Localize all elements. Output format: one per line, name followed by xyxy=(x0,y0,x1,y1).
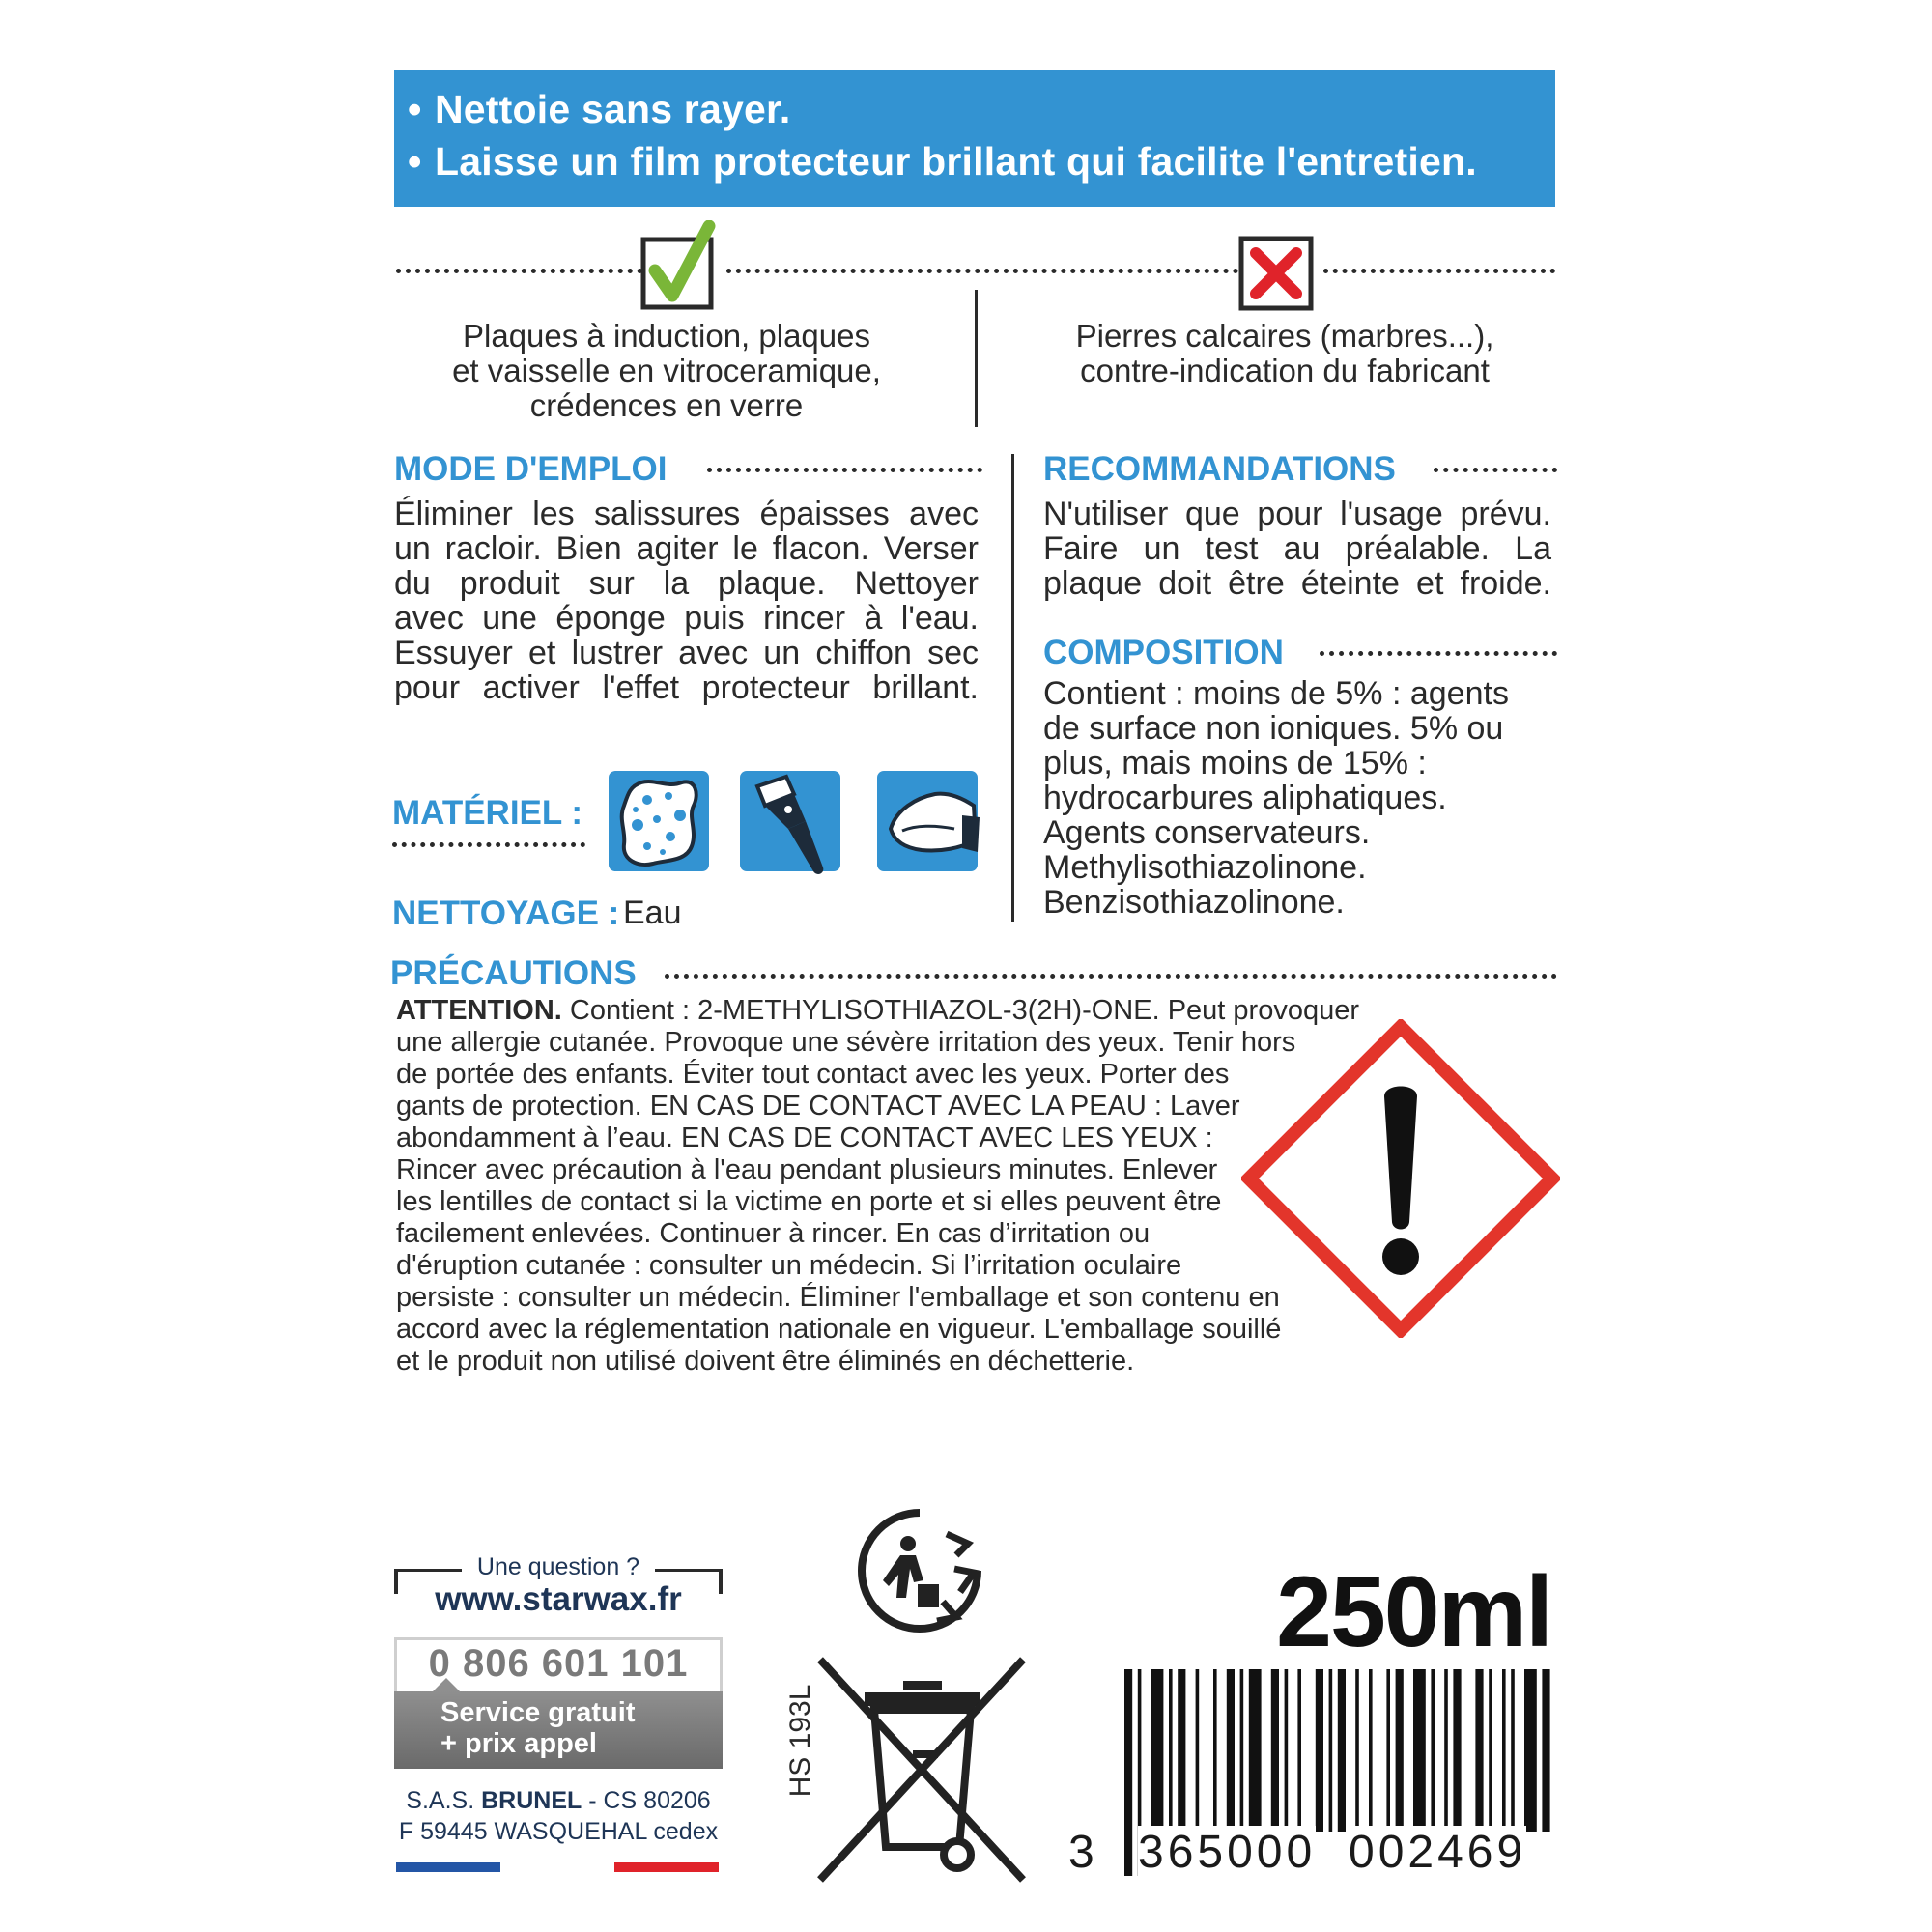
barcode-bar xyxy=(1297,1669,1301,1832)
unsuitable-surfaces: Pierres calcaires (marbres...), contre-indication du fabricant xyxy=(1075,318,1494,388)
mode-emploi-heading: MODE D'EMPLOI xyxy=(394,450,668,488)
barcode-bar xyxy=(1329,1669,1333,1832)
suitable-surfaces: Plaques à induction, plaques et vaisselle en vitroceramique, crédences en verre xyxy=(452,318,881,423)
dotted-rule xyxy=(1434,468,1557,472)
cloth-icon xyxy=(877,771,978,871)
phone-number[interactable]: 0 806 601 101 xyxy=(428,1642,689,1685)
recommandations-heading: RECOMMANDATIONS xyxy=(1043,450,1396,488)
dotted-rule xyxy=(707,468,982,472)
dotted-rule xyxy=(1323,269,1555,273)
barcode-bar xyxy=(1369,1669,1373,1832)
benefit-line-2: • Laisse un film protecteur brillant qui facilite l'entretien. xyxy=(408,139,1477,184)
barcode-bar xyxy=(1489,1669,1492,1832)
cross-icon xyxy=(1238,236,1314,311)
dotted-rule xyxy=(392,842,585,847)
flag-red xyxy=(614,1862,719,1872)
benefits-banner xyxy=(394,70,1555,207)
service-box xyxy=(394,1691,723,1769)
scraper-icon xyxy=(740,771,840,871)
website-link[interactable]: www.starwax.fr xyxy=(435,1580,682,1618)
precautions-text: ATTENTION. Contient : 2-METHYLISOTHIAZOL-3(2H)-ONE. Peut provoquer une allergie cutanée. Provoque une sévère irritation des yeux. Tenir hors de portée des enfants. Éviter tout contact avec les yeux. Porter des gants de protection. EN CAS DE CONTACT AVEC LA PEAU : Laver abondamment à l’eau. EN CAS DE CONTACT AVEC LES YEUX : Rincer avec précaution à l'eau pendant plusieurs minutes. Enlever les lentilles de contact si la victime en porte et si elles peuvent être facilement enlevées. Continuer à rincer. En cas d’irritation ou d'éruption cutanée : consulter un médecin. Si l’irritation oculaire persiste : consulter un médecin. Éliminer l'emballage et son contenu en accord avec la réglementation nationale en vigueur. L'emballage souillé et le produit non utilisé doivent être éliminés en déchetterie. xyxy=(396,995,1359,1377)
barcode-bar xyxy=(1169,1669,1173,1832)
barcode-bar xyxy=(1396,1669,1404,1832)
barcode-bar xyxy=(1124,1669,1132,1876)
barcode-bar xyxy=(1511,1669,1515,1832)
barcode-bar xyxy=(1196,1669,1200,1832)
barcode-bar xyxy=(1227,1669,1235,1832)
barcode-bar xyxy=(1271,1669,1279,1832)
ghs-exclamation-icon xyxy=(1241,1019,1560,1338)
dotted-rule xyxy=(665,974,1557,979)
barcode-bar xyxy=(1338,1669,1346,1832)
barcode-bar xyxy=(1151,1669,1164,1832)
product-code: HS 193L xyxy=(784,1684,816,1798)
barcode-bar xyxy=(1386,1669,1390,1832)
nettoyage-label: NETTOYAGE : xyxy=(392,895,620,932)
service-line-2: + prix appel xyxy=(440,1728,597,1759)
company-line: S.A.S. BRUNEL - CS 80206 xyxy=(406,1787,711,1814)
address-line: F 59445 WASQUEHAL cedex xyxy=(398,1818,719,1845)
barcode-bar xyxy=(1475,1669,1483,1832)
check-icon xyxy=(639,220,717,313)
barcode-bar xyxy=(1502,1669,1506,1832)
flag-blue xyxy=(396,1862,500,1872)
divider xyxy=(975,290,978,427)
barcode-group-1: 365000 xyxy=(1138,1827,1317,1878)
question-label: Une question ? xyxy=(476,1553,640,1580)
dotted-rule xyxy=(726,269,1238,273)
materiel-label: MATÉRIEL : xyxy=(392,794,583,832)
barcode-bar xyxy=(1213,1669,1217,1832)
barcode-group-2: 002469 xyxy=(1349,1827,1527,1878)
barcode-bar xyxy=(1453,1669,1461,1832)
attention-label: ATTENTION. xyxy=(396,995,562,1026)
volume-label: 250ml xyxy=(1276,1556,1551,1668)
barcode-bar xyxy=(1542,1669,1549,1832)
barcode-bar xyxy=(1355,1669,1359,1832)
barcode-bar xyxy=(1249,1669,1262,1832)
composition-text: Contient : moins de 5% : agents de surface non ioniques. 5% ou plus, mais moins de 15% : hydrocarbures aliphatiques. Agents conservateurs. Methylisothiazolinone. Benzisothiazolinone. xyxy=(1043,675,1509,921)
service-line-1: Service gratuit xyxy=(440,1697,636,1728)
sponge-icon xyxy=(609,771,709,871)
barcode-bar xyxy=(1524,1669,1537,1832)
recommandations-text: N'utiliser que pour l'usage prévu. Faire un test au préalable. La plaque doit être éteinte et froide. xyxy=(1043,496,1551,602)
dotted-rule xyxy=(1320,651,1557,656)
barcode-bar xyxy=(1444,1669,1448,1832)
benefit-line-1: • Nettoie sans rayer. xyxy=(408,87,791,131)
precautions-heading: PRÉCAUTIONS xyxy=(390,954,637,992)
barcode-bar xyxy=(1240,1669,1244,1832)
barcode-bar xyxy=(1285,1669,1289,1832)
crossed-bin-icon xyxy=(816,1654,1029,1886)
dotted-rule xyxy=(396,269,642,273)
barcode-bar xyxy=(1431,1669,1435,1832)
barcode-bar xyxy=(1178,1669,1185,1832)
triman-icon xyxy=(854,1505,985,1636)
nettoyage-value: Eau xyxy=(623,895,682,931)
composition-heading: COMPOSITION xyxy=(1043,634,1284,671)
mode-emploi-text: Éliminer les salissures épaisses avec un racloir. Bien agiter le flacon. Verser du produit sur la plaque. Nettoyer avec une éponge puis rincer à l'eau. Essuyer et lustrer avec un chiffon sec pour activer l'effet protecteur brillant. xyxy=(394,496,979,706)
barcode-first-digit: 3 xyxy=(1068,1827,1094,1878)
divider xyxy=(1011,454,1014,922)
barcode-bar xyxy=(1316,1669,1323,1832)
